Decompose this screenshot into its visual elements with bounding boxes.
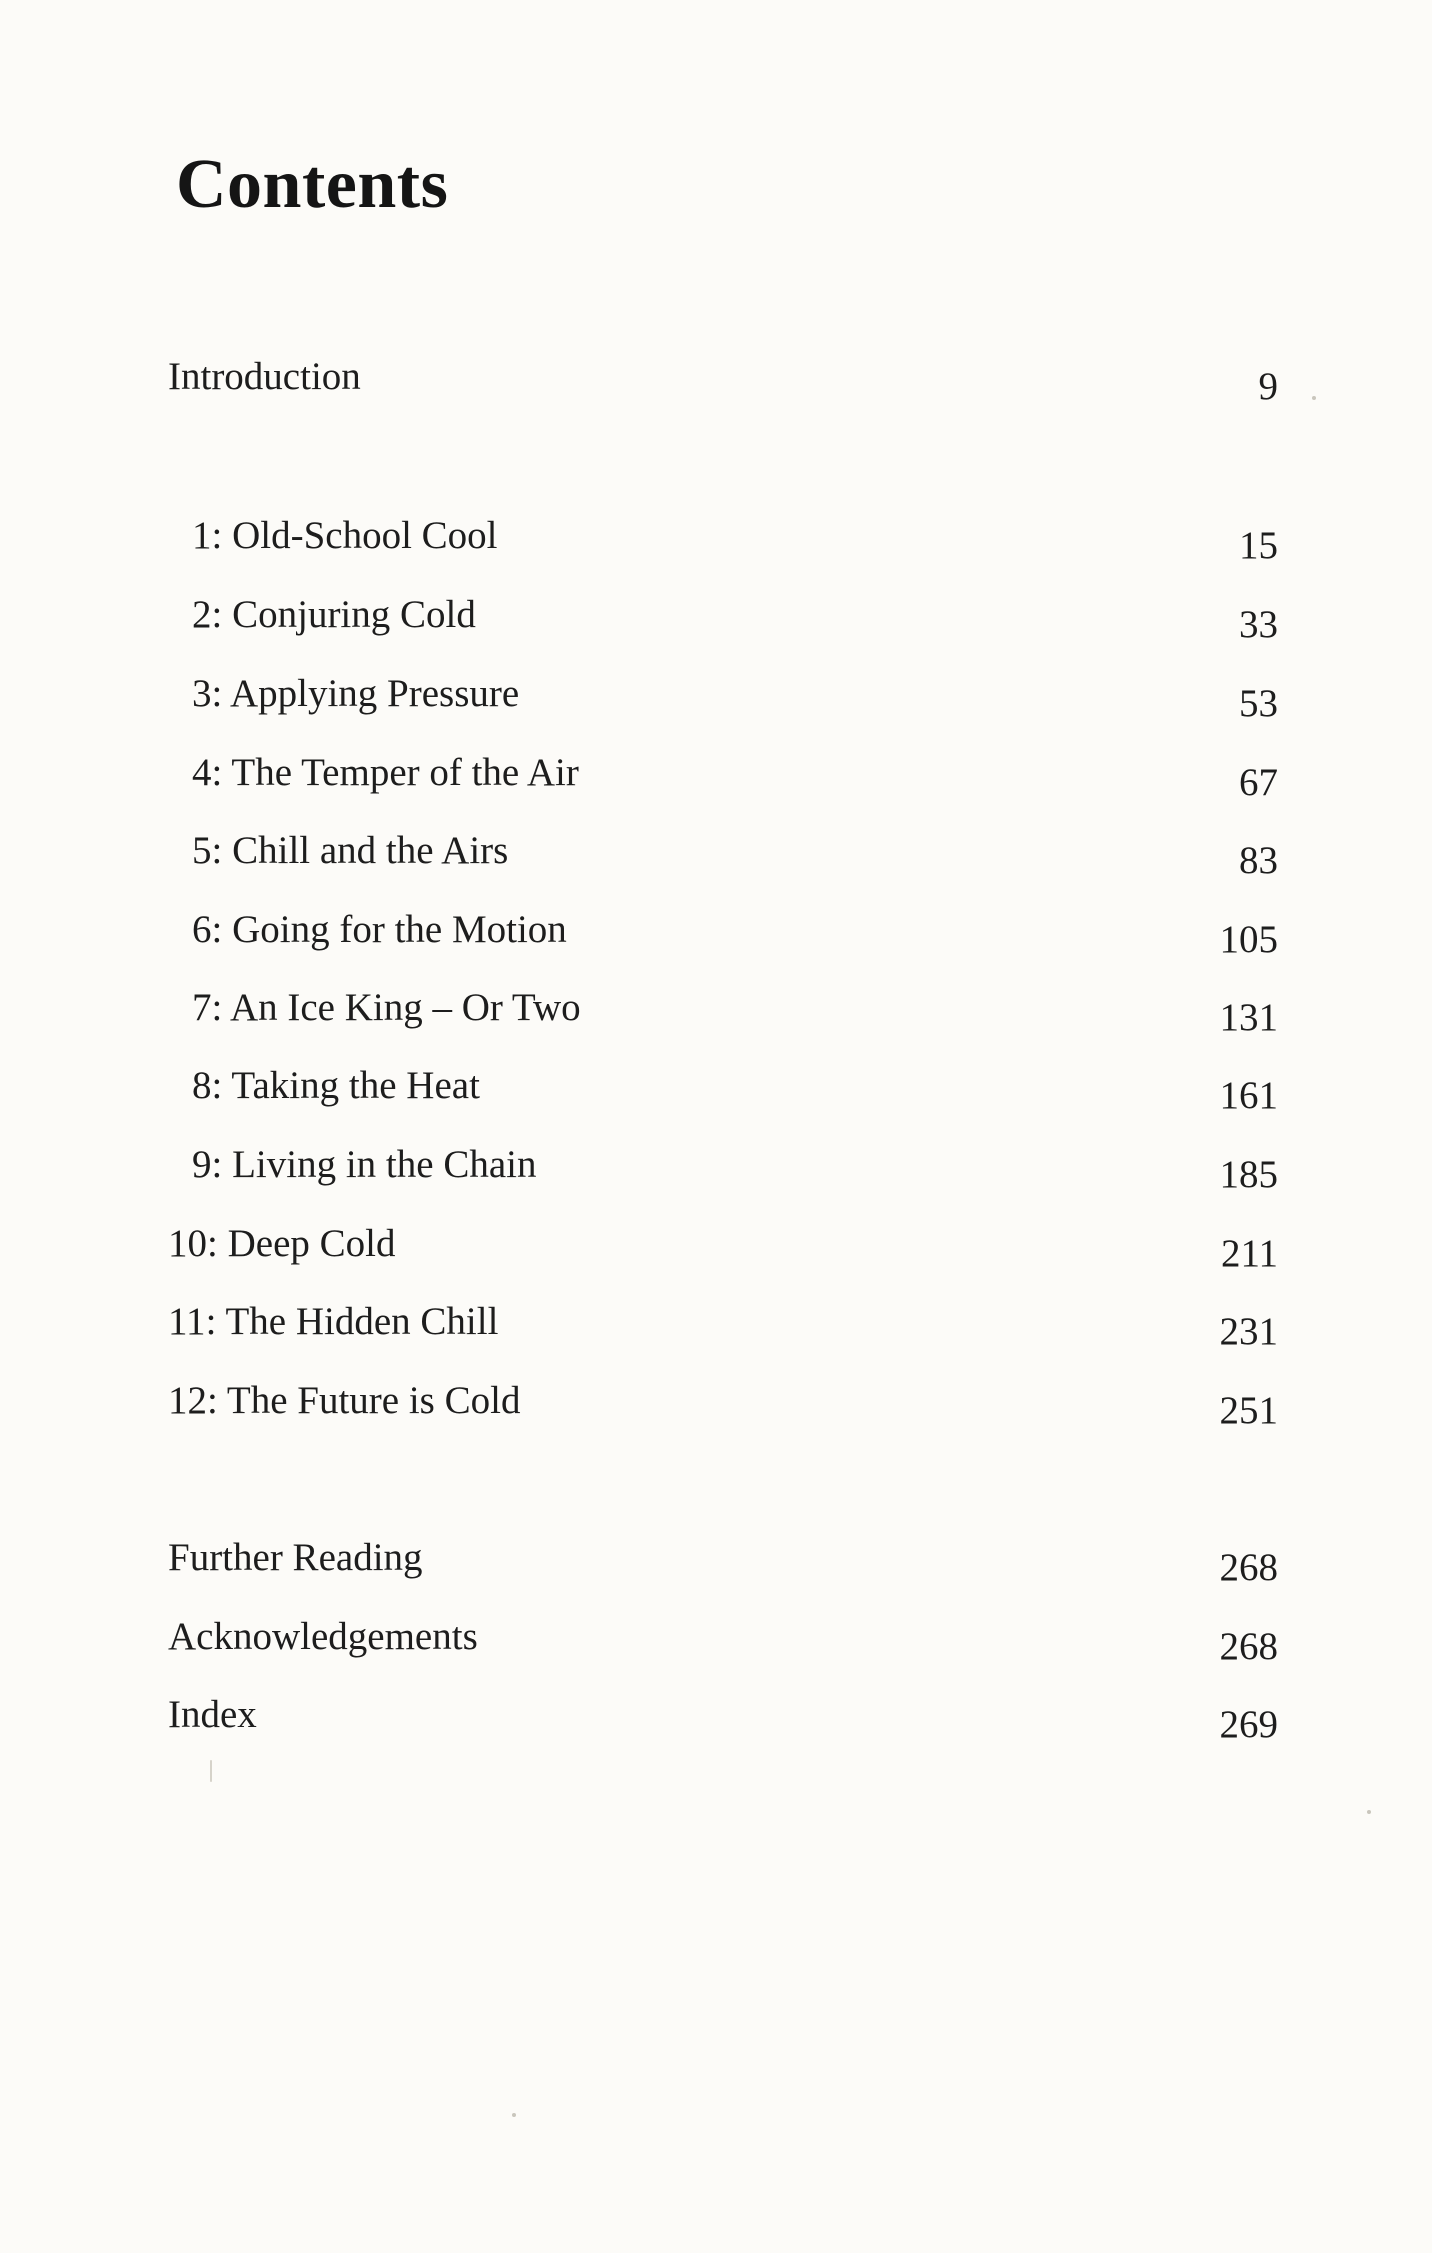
chapter-number: 2	[192, 593, 212, 636]
chapter-title: Deep Cold	[227, 1222, 396, 1265]
chapter-number: 9	[192, 1143, 212, 1186]
chapter-page: 15	[1239, 524, 1278, 567]
chapter-page: 33	[1239, 603, 1278, 646]
toc-entry-page: 269	[1219, 1703, 1278, 1746]
chapter-title: Applying Pressure	[229, 672, 520, 715]
toc-entry-index[interactable]	[168, 1695, 1278, 1755]
toc-chapter-7[interactable]: 7: An Ice King – Or Two 131	[192, 986, 1278, 1039]
chapter-page: 53	[1239, 682, 1278, 725]
toc-chapter-11[interactable]: 11: The Hidden Chill 231	[168, 1300, 1278, 1353]
chapter-title: An Ice King – Or Two	[229, 986, 581, 1029]
chapter-title: Old-School Cool	[232, 514, 498, 557]
toc-entry-label: Index	[168, 1693, 257, 1736]
chapter-number: 6	[192, 908, 212, 951]
toc-chapter-6[interactable]: 6: Going for the Motion 105	[192, 908, 1278, 961]
chapter-page: 105	[1219, 918, 1278, 961]
chapter-page: 251	[1219, 1389, 1278, 1432]
chapter-title: Conjuring Cold	[232, 593, 476, 636]
toc-chapter-3[interactable]: 3: Applying Pressure 53	[192, 672, 1278, 725]
chapter-number: 3	[192, 672, 212, 715]
toc-entry-label: Introduction	[168, 355, 361, 398]
toc-chapter-9[interactable]: 9: Living in the Chain 185	[192, 1143, 1278, 1196]
toc-chapter-8[interactable]: 8: Taking the Heat 161	[192, 1064, 1278, 1117]
toc-entry-page: 9	[1258, 365, 1278, 408]
chapter-title: Taking the Heat	[231, 1064, 480, 1107]
toc-entry-label: Further Reading	[168, 1536, 423, 1579]
scan-speck	[512, 2113, 516, 2117]
scan-speck	[1312, 396, 1316, 400]
chapter-title: The Hidden Chill	[225, 1300, 499, 1343]
chapter-page: 231	[1219, 1310, 1278, 1353]
toc-entry-page: 268	[1219, 1546, 1278, 1589]
toc-entry-label: Acknowledgements	[168, 1615, 478, 1658]
toc-entry-introduction[interactable]	[168, 357, 1278, 417]
chapter-number: 10	[168, 1222, 207, 1265]
toc-chapter-5[interactable]: 5: Chill and the Airs 83	[192, 829, 1278, 882]
chapter-page: 67	[1239, 761, 1278, 804]
chapter-page: 211	[1220, 1232, 1278, 1275]
chapter-title: The Temper of the Air	[231, 751, 579, 794]
toc-entry-further-reading[interactable]	[168, 1538, 1278, 1598]
chapter-number: 12	[168, 1379, 207, 1422]
toc-chapter-2[interactable]: 2: Conjuring Cold 33	[192, 593, 1278, 646]
toc-entry-acknowledgements[interactable]	[168, 1617, 1278, 1677]
toc-chapter-12[interactable]: 12: The Future is Cold 251	[168, 1379, 1278, 1432]
scan-speck	[210, 1760, 212, 1782]
toc-chapter-1[interactable]: 1: Old-School Cool 15	[192, 514, 1278, 567]
toc-chapter-10[interactable]: 10: Deep Cold 211	[168, 1222, 1278, 1275]
chapter-title: Chill and the Airs	[232, 829, 509, 872]
chapter-number: 8	[192, 1064, 212, 1107]
toc-entry-page: 268	[1219, 1625, 1278, 1668]
chapter-page: 83	[1239, 839, 1278, 882]
scan-speck	[1367, 1810, 1371, 1814]
chapter-number: 4	[192, 751, 212, 794]
chapter-number: 7	[192, 986, 212, 1029]
chapter-title: Living in the Chain	[232, 1143, 537, 1186]
chapter-number: 5	[192, 829, 212, 872]
chapter-number: 1	[192, 514, 212, 557]
chapter-page: 185	[1219, 1153, 1278, 1196]
chapter-title: The Future is Cold	[226, 1379, 521, 1422]
chapter-title: Going for the Motion	[232, 908, 567, 951]
toc-chapter-4[interactable]: 4: The Temper of the Air 67	[192, 751, 1278, 804]
chapter-page: 161	[1219, 1074, 1278, 1117]
chapter-number: 11	[168, 1300, 206, 1343]
page-title: Contents	[176, 146, 449, 223]
chapter-page: 131	[1219, 996, 1278, 1039]
